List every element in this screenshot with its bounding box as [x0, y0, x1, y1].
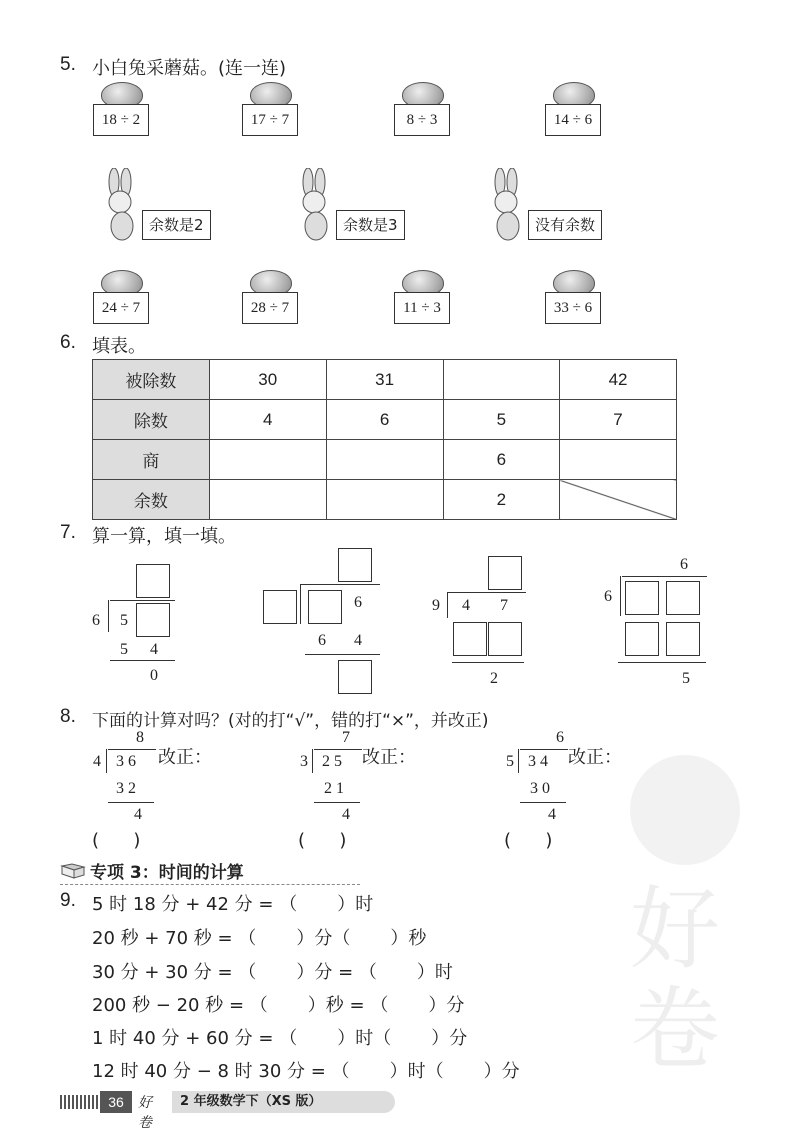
answer-box[interactable] — [625, 581, 659, 615]
section-title: 专项 3：时间的计算 — [90, 863, 244, 883]
divisor: 3 — [300, 753, 308, 770]
time-equation[interactable]: 12 时 40 分 − 8 时 30 分 = （ ）时（ ）分 — [92, 1061, 520, 1082]
mushroom-bottom-1[interactable] — [93, 270, 149, 324]
mushroom-expr: 28 ÷ 7 — [242, 292, 298, 324]
table-cell[interactable]: 6 — [326, 400, 443, 440]
fix-label: 改正： — [158, 747, 212, 768]
answer-box[interactable] — [263, 590, 297, 624]
bunny-icon — [100, 168, 144, 244]
answer-box[interactable] — [666, 581, 700, 615]
quotient: 6 — [556, 729, 564, 746]
watermark-logo — [610, 740, 770, 1080]
bunny-icon — [486, 168, 530, 244]
footer-stripes — [60, 1095, 98, 1109]
row-header: 除数 — [93, 400, 210, 440]
mushroom-expr: 24 ÷ 7 — [93, 292, 149, 324]
remainder: 5 — [682, 670, 690, 687]
book-icon — [60, 862, 86, 880]
subtraction-line — [110, 660, 175, 661]
subtract-digit: 5 — [120, 641, 128, 658]
division-bar — [622, 576, 707, 577]
subtrahend: 3 0 — [530, 780, 550, 797]
row-header: 商 — [93, 440, 210, 480]
table-cell[interactable] — [326, 440, 443, 480]
divisor: 4 — [93, 753, 101, 770]
division-bracket — [300, 584, 301, 624]
bunny-icon — [294, 168, 338, 244]
answer-box[interactable] — [453, 622, 487, 656]
remainder: 2 — [490, 670, 498, 687]
mushroom-bottom-3[interactable] — [394, 270, 450, 324]
bunny-label: 余数是2 — [142, 210, 211, 240]
remainder: 4 — [134, 806, 142, 823]
q7-instruction: 算一算，填一填。 — [92, 526, 236, 547]
division-bracket — [620, 576, 621, 616]
q8-instruction: 下面的计算对吗？(对的打“√”，错的打“×”，并改正) — [92, 711, 489, 731]
q6-instruction: 填表。 — [92, 336, 146, 357]
division-bar — [110, 600, 175, 601]
time-equation[interactable]: 200 秒 − 20 秒 = （ ）秒 = （ ）分 — [92, 995, 465, 1016]
table-cell[interactable] — [560, 440, 677, 480]
mushroom-bottom-4[interactable] — [545, 270, 601, 324]
table-cell[interactable] — [209, 480, 326, 520]
judge-paren[interactable]: ( ) — [504, 830, 553, 851]
bunny-2[interactable] — [294, 168, 444, 248]
divisor: 6 — [92, 612, 100, 629]
mushroom-expr: 11 ÷ 3 — [394, 292, 450, 324]
judge-paren[interactable]: ( ) — [298, 830, 347, 851]
dividend-digit: 6 — [354, 594, 362, 611]
bunny-1[interactable] — [100, 168, 250, 248]
table-row — [93, 360, 677, 400]
subtraction-line — [452, 662, 524, 663]
answer-box[interactable] — [625, 622, 659, 656]
subtraction-line — [108, 802, 154, 803]
dividend: 3 4 — [528, 753, 548, 770]
division-table — [92, 359, 677, 520]
subtrahend: 2 1 — [324, 780, 344, 797]
division-bracket — [312, 749, 313, 773]
mushroom-top-2[interactable] — [242, 82, 298, 136]
subtraction-line — [618, 662, 706, 663]
answer-box[interactable] — [488, 556, 522, 590]
answer-box[interactable] — [488, 622, 522, 656]
answer-box[interactable] — [338, 660, 372, 694]
divisor: 5 — [506, 753, 514, 770]
division-bracket — [108, 600, 109, 632]
subtraction-line — [314, 802, 360, 803]
section-header — [60, 858, 360, 885]
division-bracket — [447, 592, 448, 618]
book-title: 2 年级数学下（XS 版） — [172, 1091, 395, 1113]
subtract-digit: 4 — [354, 632, 362, 649]
row-header: 余数 — [93, 480, 210, 520]
subtract-digit: 4 — [150, 641, 158, 658]
table-cell[interactable] — [443, 360, 560, 400]
dividend-digit: 4 — [462, 597, 470, 614]
table-row — [93, 440, 677, 480]
brand-logo: 好卷 — [138, 1095, 152, 1131]
remainder: 4 — [548, 806, 556, 823]
mushroom-expr: 17 ÷ 7 — [242, 104, 298, 136]
svg-text:好: 好 — [630, 877, 720, 982]
fix-label: 改正： — [362, 747, 416, 768]
dividend-digit: 5 — [120, 612, 128, 629]
bunny-label: 没有余数 — [528, 210, 602, 240]
division-bar — [300, 584, 380, 585]
dividend: 3 6 — [116, 753, 136, 770]
mushroom-expr: 14 ÷ 6 — [545, 104, 601, 136]
q5-instruction: 小白兔采蘑菇。(连一连) — [92, 58, 287, 79]
subtraction-line — [520, 802, 566, 803]
subtract-digit: 6 — [318, 632, 326, 649]
time-equation[interactable]: 1 时 40 分 + 60 分 = （ ）时（ ）分 — [92, 1028, 468, 1049]
quotient: 7 — [342, 729, 350, 746]
table-cell-crossed — [560, 480, 677, 520]
table-cell[interactable]: 6 — [443, 440, 560, 480]
division-bar — [520, 749, 568, 750]
quotient: 6 — [680, 556, 688, 573]
table-cell[interactable] — [209, 440, 326, 480]
q7-number: 7. — [60, 522, 76, 543]
table-cell[interactable]: 31 — [326, 360, 443, 400]
mushroom-top-4[interactable] — [545, 82, 601, 136]
q9-number: 9. — [60, 890, 76, 911]
quotient: 8 — [136, 729, 144, 746]
table-cell[interactable]: 42 — [560, 360, 677, 400]
division-bracket — [518, 749, 519, 773]
table-cell[interactable]: 5 — [443, 400, 560, 440]
fix-label: 改正： — [568, 747, 622, 768]
divisor: 6 — [604, 588, 612, 605]
table-row — [93, 400, 677, 440]
dividend: 2 5 — [322, 753, 342, 770]
table-cell[interactable]: 2 — [443, 480, 560, 520]
judge-paren[interactable]: ( ) — [92, 830, 141, 851]
division-bar — [448, 592, 526, 593]
division-bracket — [106, 749, 107, 773]
divisor: 9 — [432, 597, 440, 614]
q6-number: 6. — [60, 332, 76, 353]
bunny-3[interactable] — [486, 168, 636, 248]
division-bar — [108, 749, 156, 750]
table-cell[interactable]: 30 — [209, 360, 326, 400]
mushroom-top-3[interactable] — [394, 82, 450, 136]
mushroom-bottom-2[interactable] — [242, 270, 298, 324]
subtrahend: 3 2 — [116, 780, 136, 797]
time-equation[interactable]: 30 分 + 30 分 = （ ）分 = （ ）时 — [92, 962, 453, 983]
table-cell[interactable] — [326, 480, 443, 520]
answer-box[interactable] — [136, 603, 170, 637]
mushroom-expr: 8 ÷ 3 — [394, 104, 450, 136]
division-bar — [314, 749, 362, 750]
bunny-label: 余数是3 — [336, 210, 405, 240]
row-header: 被除数 — [93, 360, 210, 400]
table-cell[interactable]: 7 — [560, 400, 677, 440]
time-equation[interactable]: 5 时 18 分 + 42 分 = （ ）时 — [92, 894, 374, 915]
answer-box[interactable] — [666, 622, 700, 656]
page-number: 36 — [100, 1091, 132, 1113]
time-equation[interactable]: 20 秒 + 70 秒 = （ ）分（ ）秒 — [92, 928, 427, 949]
answer-box[interactable] — [338, 548, 372, 582]
table-cell[interactable]: 4 — [209, 400, 326, 440]
remainder: 0 — [150, 667, 158, 684]
svg-text:卷: 卷 — [630, 977, 720, 1080]
mushroom-expr: 33 ÷ 6 — [545, 292, 601, 324]
remainder: 4 — [342, 806, 350, 823]
table-row — [93, 480, 677, 520]
dividend-digit: 7 — [500, 597, 508, 614]
q5-number: 5. — [60, 54, 76, 75]
q8-number: 8. — [60, 706, 76, 727]
answer-box[interactable] — [136, 564, 170, 598]
mushroom-top-1[interactable] — [93, 82, 149, 136]
answer-box[interactable] — [308, 590, 342, 624]
subtraction-line — [305, 654, 380, 655]
mushroom-expr: 18 ÷ 2 — [93, 104, 149, 136]
